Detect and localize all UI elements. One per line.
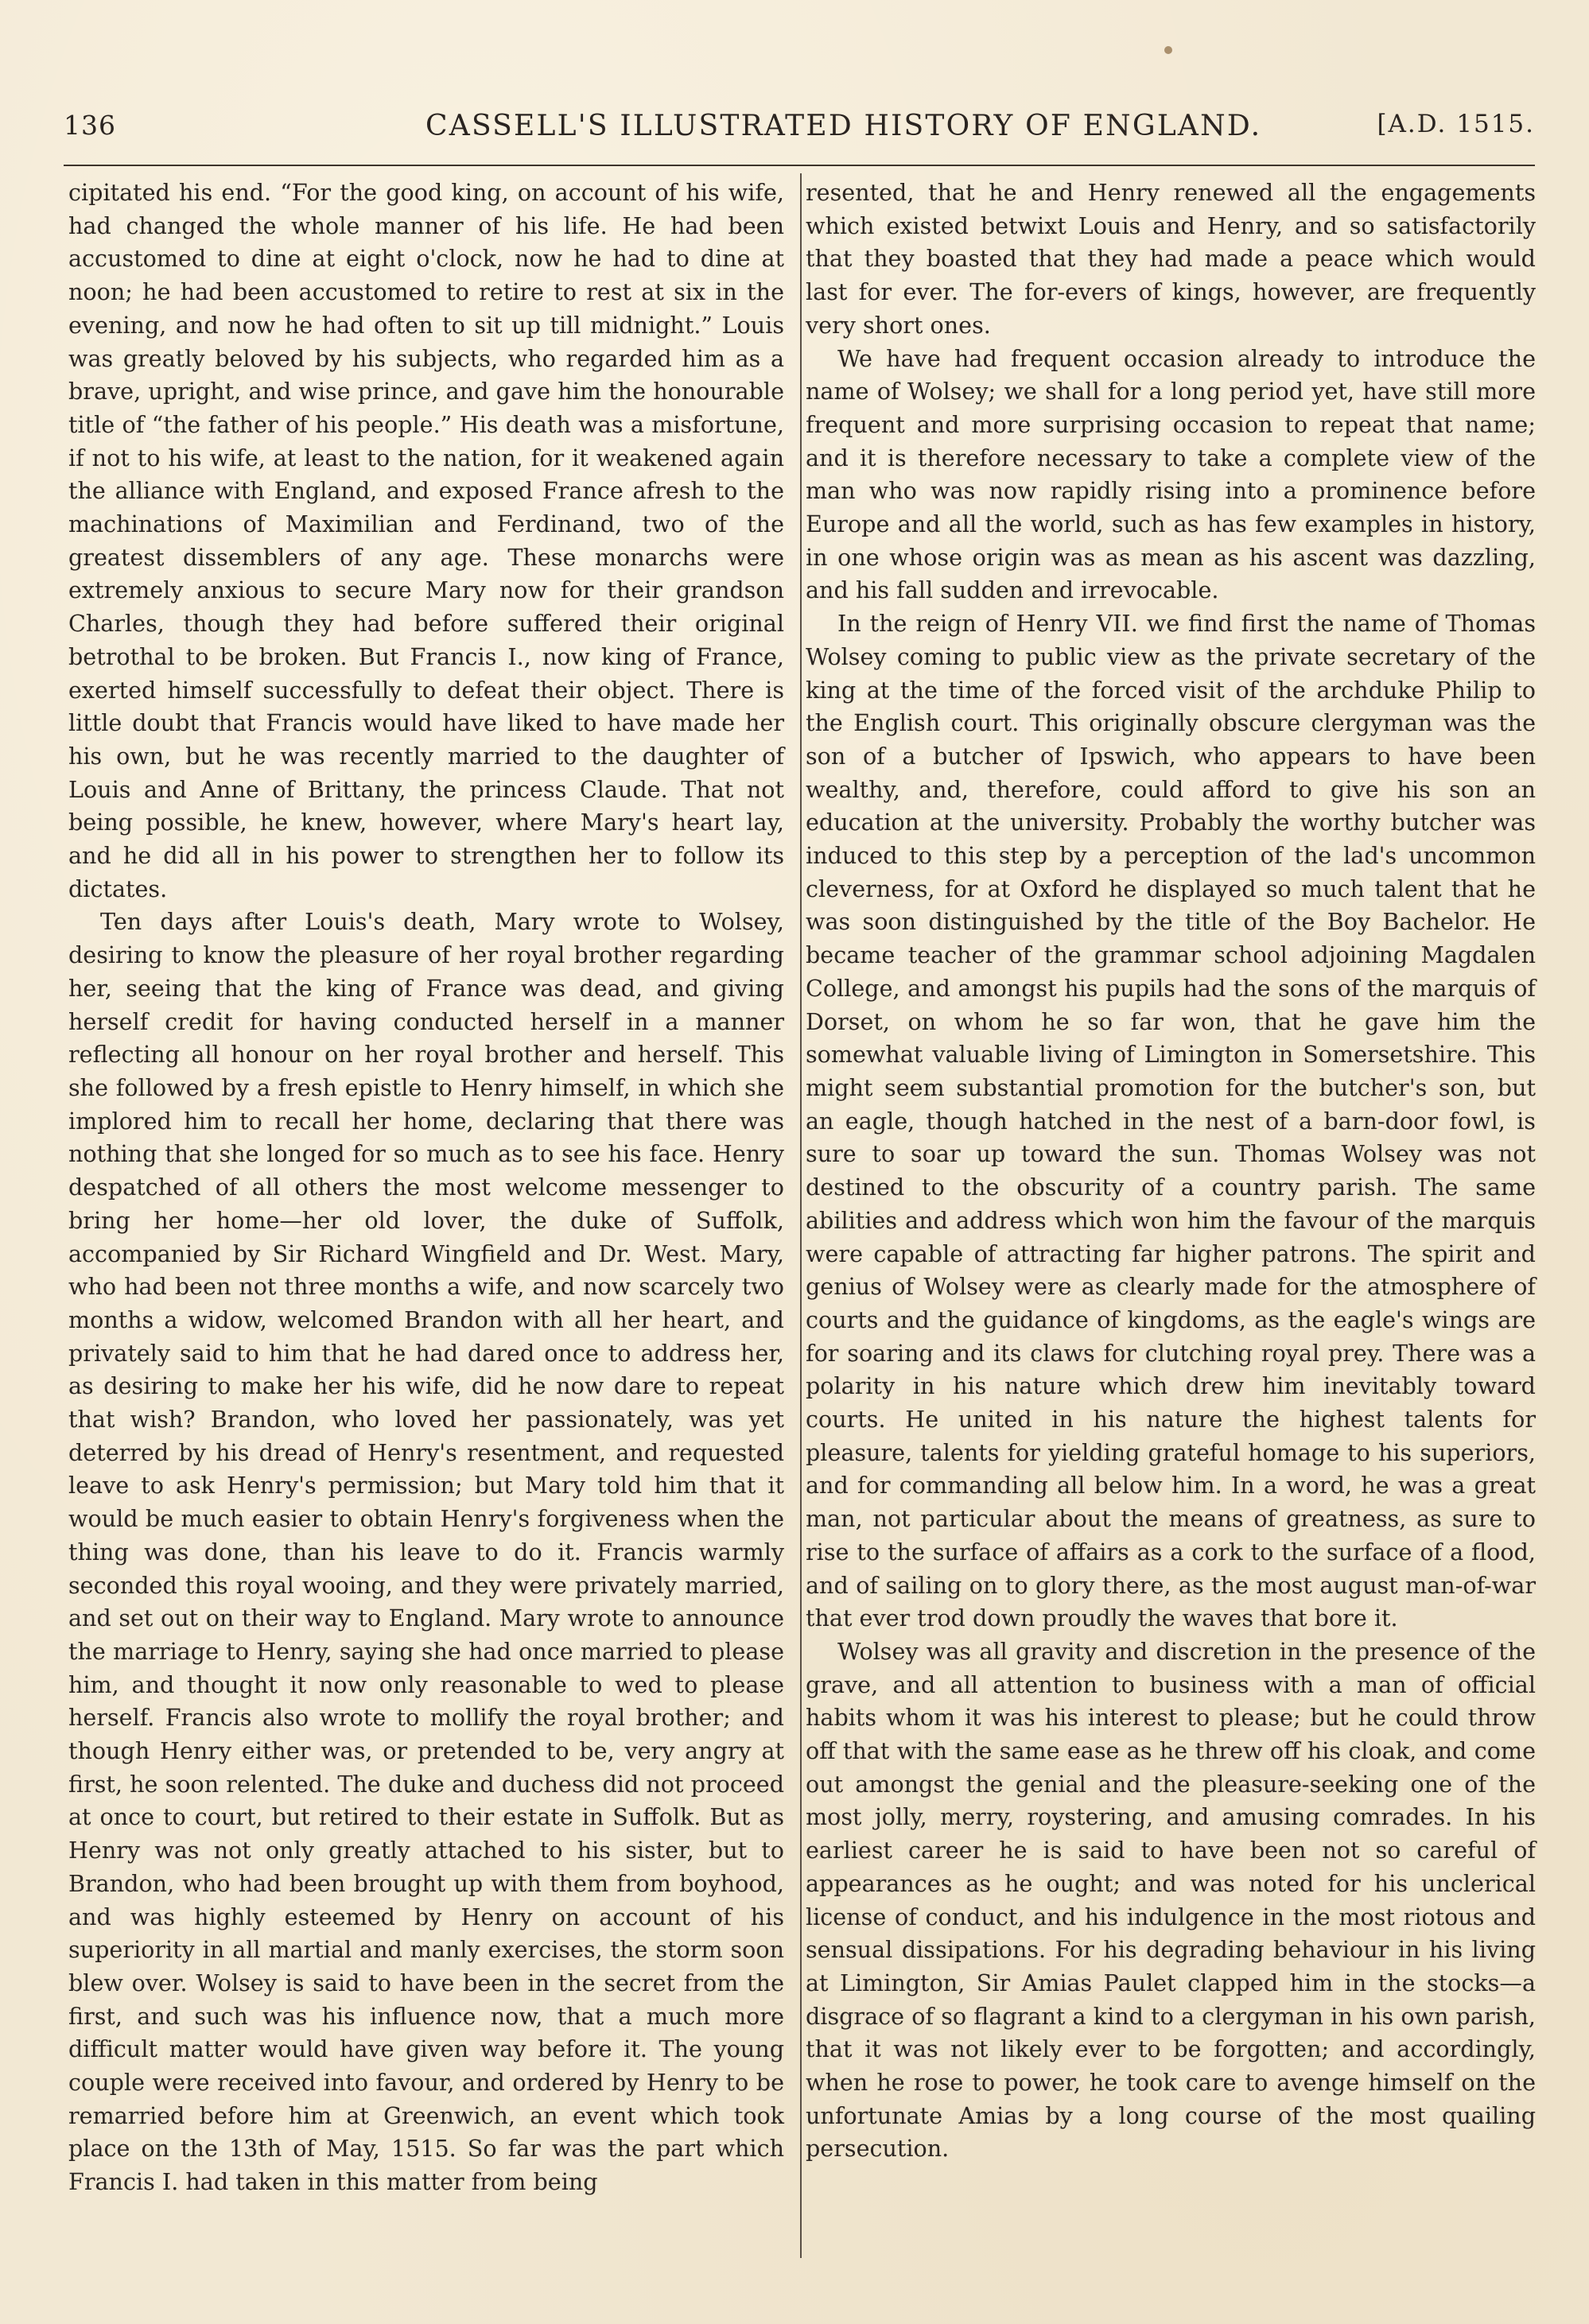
paragraph: We have had frequent occasion already to introduce the name of Wolsey; we shall for a long period yet, have still more frequent and more surprising occasion to repeat that name; and it is therefore necessary to take a complete view of the man who was now rapidly rising into a prominence before Europe and all the world, such as has few examples in history, in one whose origin was as mean as his ascent was dazzling, and his fall sudden and irrevocable. [806, 344, 1536, 604]
paragraph: resented, that he and Henry renewed all the engagements which existed betwixt Louis and Henry, and so satisfactorily that they boasted that they had made a peace which would last for ever. The for-evers of kings, however, are frequently very short ones. [806, 179, 1536, 339]
paragraph: cipitated his end. “For the good king, on account of his wife, had changed the whole manner of his life. He had been accustomed to dine at eight o'clock, now he had to dine at noon; he had been accustomed to retire to rest at six in the evening, and now he had often to sit up till midnight.” Louis was greatly beloved by his subjects, who regarded him as a brave, upright, and wise prince, and gave him the honourable title of “the father of his people.” His death was a misfortune, if not to his wife, at least to the nation, for it weakened again the alliance with England, and exposed France afresh to the machinations of Maximilian and Ferdinand, two of the greatest dissemblers of any age. These monarchs were extremely anxious to secure Mary now for their grandson Charles, though they had before suffered their original betrothal to be broken. But Francis I., now king of France, exerted himself successfully to defeat their object. There is little doubt that Francis would have liked to have made her his own, but he was recently married to the daughter of Louis and Anne of Brittany, the princess Claude. That not being possible, he knew, however, where Mary's heart lay, and he did all in his power to strengthen her to follow its dictates. [68, 179, 784, 902]
paragraph: Wolsey was all gravity and discretion in the presence of the grave, and all attention to business with a man of official habits whom it was his interest to please; but he could throw off that with the same ease as he threw off his cloak, and come out amongst the genial and the pleasure-seeking one of the most jolly, merry, roystering, and amusing comrades. In his earliest career he is said to have been not so careful of appearances as he ought; and was noted for his unclerical license of conduct, and his indulgence in the most riotous and sensual dissipations. For his degrading behaviour in his living at Limington, Sir Amias Paulet clapped him in the stocks—a disgrace of so flagrant a kind to a clergyman in his own parish, that it was not likely ever to be forgotten; and accordingly, when he rose to power, he took care to avenge himself on the unfortunate Amias by a long course of the most quailing persecution. [806, 1637, 1536, 2163]
header-rule [64, 165, 1535, 166]
ink-spot [1164, 46, 1172, 54]
paragraph: In the reign of Henry VII. we find first the name of Thomas Wolsey coming to public view as the private secretary of the king at the time of the forced visit of the archduke Philip to the English court. This originally obscure clergyman was the son of a butcher of Ipswich, who appears to have been wealthy, and, therefore, could afford to give his son an education at the university. Probably the worthy butcher was induced to this step by a perception of the lad's uncommon cleverness, for at Oxford he displayed so much talent that he was soon distinguished by the title of the Boy Bachelor. He became teacher of the grammar school adjoining Magdalen College, and amongst his pupils had the sons of the marquis of Dorset, on whom he so far won, that he gave him the somewhat valuable living of Limington in Somersetshire. This might seem substantial promotion for the butcher's son, but an eagle, though hatched in the nest of a barn-door fowl, is sure to soar up toward the sun. Thomas Wolsey was not destined to the obscurity of a country parish. The same abilities and address which won him the favour of the marquis were capable of attracting far higher patrons. The spirit and genius of Wolsey were as clearly made for the atmosphere of courts and the guidance of kingdoms, as the eagle's wings are for soaring and its claws for clutching royal prey. There was a polarity in his nature which drew him inevitably toward courts. He united in his nature the highest talents for pleasure, talents for yielding grateful homage to his superiors, and for commanding all below him. In a word, he was a great man, not particular about the means of greatness, as sure to rise to the surface of affairs as a cork to the surface of a flood, and of sailing on to glory there, as the most august man-of-war that ever trod down proudly the waves that bore it. [806, 610, 1536, 1632]
running-title: CASSELL'S ILLUSTRATED HISTORY OF ENGLAND. [425, 110, 1262, 142]
header-date: [A.D. 1515. [1377, 110, 1535, 138]
right-column [806, 177, 1536, 2166]
left-column [68, 177, 784, 2199]
paragraph: Ten days after Louis's death, Mary wrote to Wolsey, desiring to know the pleasure of her royal brother regarding her, seeing that the king of France was dead, and giving herself credit for having conducted herself in a manner reflecting all honour on her royal brother and herself. This she followed by a fresh epistle to Henry himself, in which she implored him to recall her home, declaring that there was nothing that she longed for so much as to see his face. Henry despatched of all others the most welcome messenger to bring her home—her old lover, the duke of Suffolk, accompanied by Sir Richard Wingfield and Dr. West. Mary, who had been not three months a wife, and now scarcely two months a widow, welcomed Brandon with all her heart, and privately said to him that he had dared once to address her, as desiring to make her his wife, did he now dare to repeat that wish? Brandon, who loved her passionately, was yet deterred by his dread of Henry's resentment, and requested leave to ask Henry's permission; but Mary told him that it would be much easier to obtain Henry's forgiveness when the thing was done, than his leave to do it. Francis warmly seconded this royal wooing, and they were privately married, and set out on their way to England. Mary wrote to announce the marriage to Henry, saying she had once married to please him, and thought it now only reasonable to wed to please herself. Francis also wrote to mollify the royal brother; and though Henry either was, or pretended to be, very angry at first, he soon relented. The duke and duchess did not proceed at once to court, but retired to their estate in Suffolk. But as Henry was not only greatly attached to his sister, but to Brandon, who had been brought up with them from boyhood, and was highly esteemed by Henry on account of his superiority in all martial and manly exercises, the storm soon blew over. Wolsey is said to have been in the secret from the first, and such was his influence now, that a much more difficult matter would have given way before it. The young couple were received into favour, and ordered by Henry to be remarried before him at Greenwich, an event which took place on the 13th of May, 1515. So far was the part which Francis I. had taken in this matter from being [68, 908, 784, 2196]
page-number: 136 [64, 110, 116, 141]
column-divider [800, 173, 802, 2258]
page-header [64, 110, 1535, 157]
